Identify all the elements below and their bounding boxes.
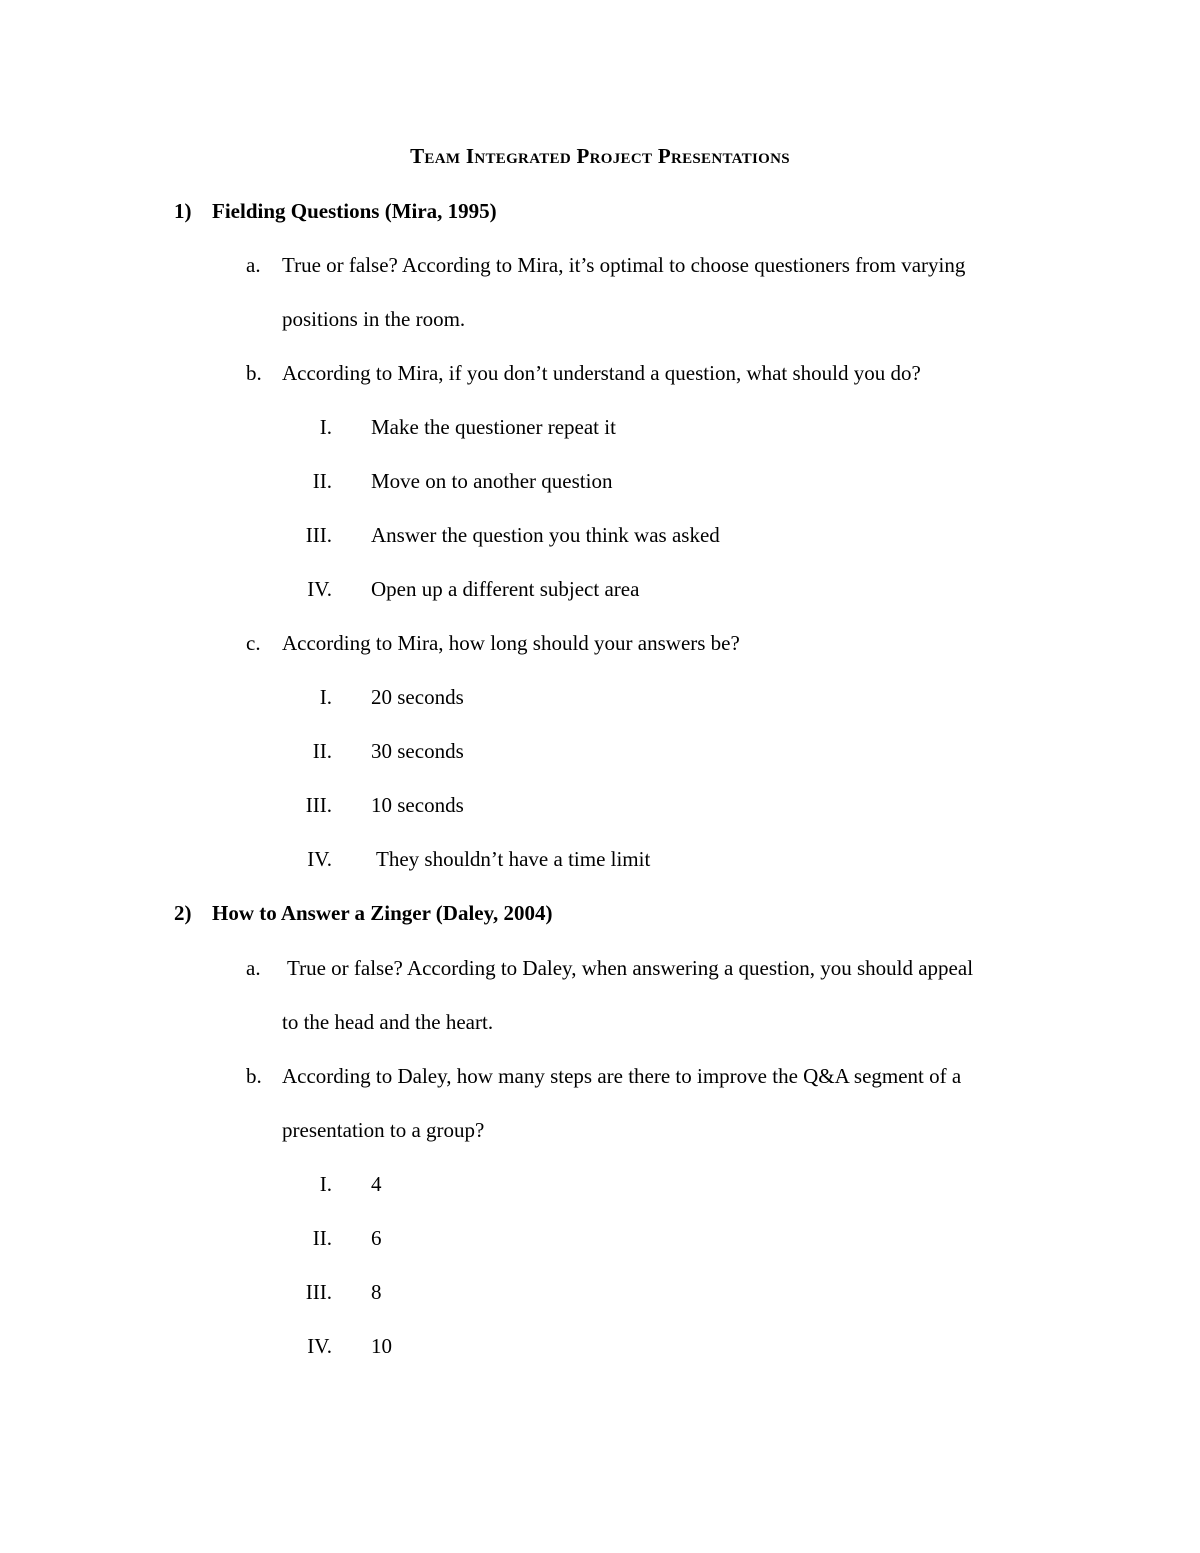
option-numeral: III. (305, 793, 332, 817)
option-numeral: IV. (307, 1334, 332, 1358)
question-letter: b. (246, 361, 262, 385)
option-text: 6 (371, 1226, 382, 1250)
question-text: presentation to a group? (282, 1118, 485, 1142)
option-text: 30 seconds (371, 739, 464, 763)
option-text: Open up a different subject area (371, 577, 640, 601)
option-numeral: II. (312, 739, 332, 763)
option-text: 4 (371, 1172, 382, 1196)
question-text: True or false? According to Mira, it’s optimal to choose questioners from varying (282, 253, 966, 277)
option-numeral: I. (319, 415, 332, 439)
option-text: 20 seconds (371, 685, 464, 709)
question-text: According to Mira, if you don’t understand a question, what should you do? (282, 361, 921, 385)
option-text: They shouldn’t have a time limit (376, 847, 651, 871)
question-letter: c. (246, 631, 261, 655)
option-numeral: II. (312, 469, 332, 493)
question-letter: a. (246, 253, 261, 277)
document-title: Team Integrated Project Presentations (410, 144, 790, 168)
option-text: Answer the question you think was asked (371, 523, 720, 547)
section-title: How to Answer a Zinger (Daley, 2004) (212, 901, 553, 925)
option-text: Make the questioner repeat it (371, 415, 616, 439)
option-numeral: III. (305, 523, 332, 547)
option-numeral: I. (319, 685, 332, 709)
option-numeral: III. (305, 1280, 332, 1304)
question-letter: a. (246, 956, 261, 980)
section-title: Fielding Questions (Mira, 1995) (212, 199, 497, 223)
option-text: 10 (371, 1334, 392, 1358)
question-text: positions in the room. (282, 307, 466, 331)
question-text: According to Daley, how many steps are there to improve the Q&A segment of a (282, 1064, 962, 1088)
section-number: 1) (174, 199, 192, 223)
question-letter: b. (246, 1064, 262, 1088)
question-text: According to Mira, how long should your answers be? (282, 631, 740, 655)
option-numeral: II. (312, 1226, 332, 1250)
option-text: Move on to another question (371, 469, 613, 493)
option-text: 10 seconds (371, 793, 464, 817)
option-text: 8 (371, 1280, 382, 1304)
option-numeral: IV. (307, 847, 332, 871)
option-numeral: IV. (307, 577, 332, 601)
section-number: 2) (174, 901, 192, 925)
question-text: True or false? According to Daley, when answering a question, you should appeal (287, 956, 974, 980)
option-numeral: I. (319, 1172, 332, 1196)
question-text: to the head and the heart. (282, 1010, 494, 1034)
